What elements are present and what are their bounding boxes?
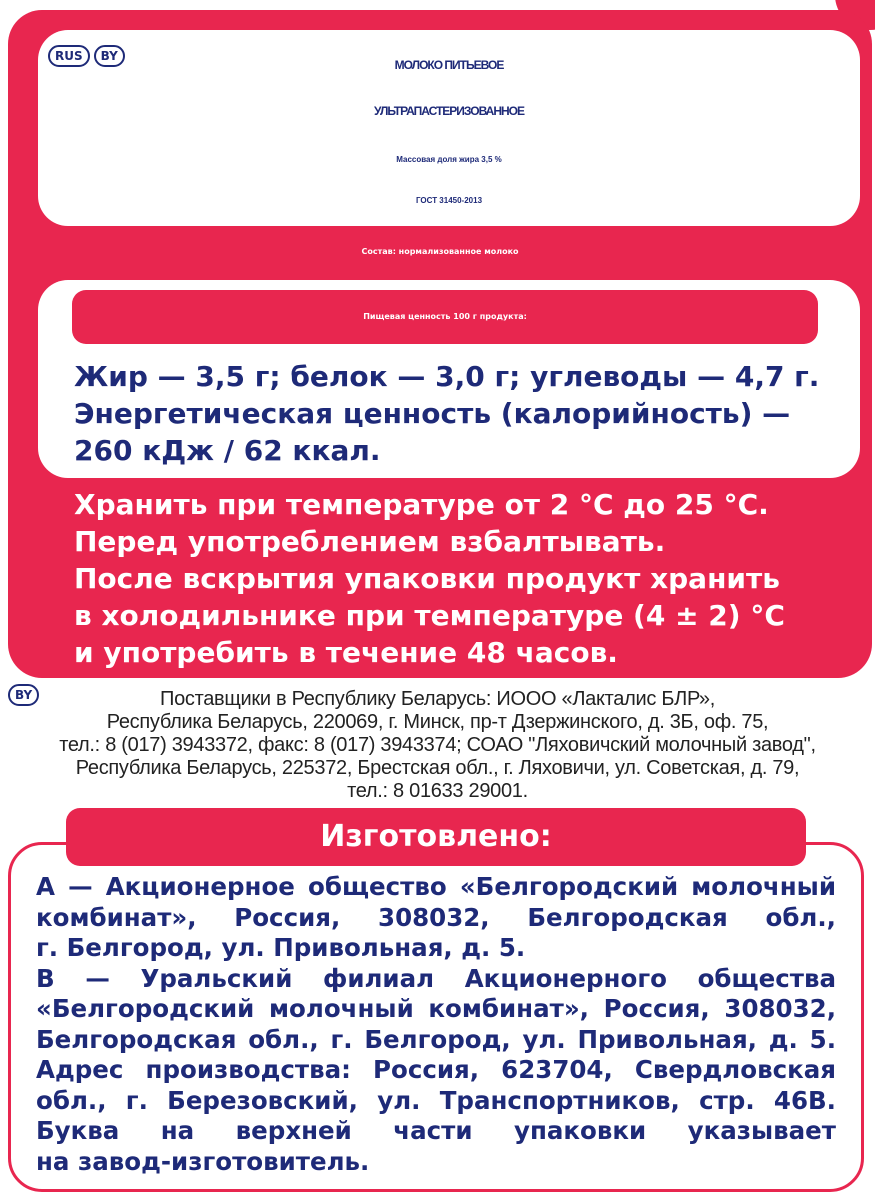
product-info-panel [8, 10, 872, 678]
product-title-line-2: УЛЬТРАПАСТЕРИЗОВАННОЕ [373, 104, 525, 118]
manufacturer-line: «Белгородский молочный комбинат», Россия, 308032, [36, 994, 836, 1023]
nutrition-line: Энергетическая ценность (калорийность) — [74, 397, 791, 430]
product-title-line-1: МОЛОКО ПИТЬЕВОЕ [394, 58, 504, 72]
nutrition-values [74, 358, 819, 469]
supplier-line: Республика Беларусь, 220069, г. Минск, пр-т Дзержинского, д. 3Б, оф. 75, [106, 711, 769, 733]
composition: Состав: нормализованное молоко [361, 247, 519, 256]
storage-line: Хранить при температуре от 2 °С до 25 °С. [74, 488, 769, 521]
manufacturer-line: Адрес производства: Россия, 623704, Свердловская [36, 1055, 836, 1084]
manufacturer-info [36, 872, 836, 1177]
supplier-by-badge: BY [8, 684, 39, 706]
fat-content: Массовая доля жира 3,5 % [396, 155, 502, 164]
manufacturer-header: Изготовлено: [66, 808, 806, 866]
manufacturer-line: на завод-изготовитель. [36, 1146, 370, 1176]
title-box [38, 30, 860, 226]
supplier-line: тел.: 8 01633 29001. [347, 780, 528, 802]
nutrition-line: Жир — 3,5 г; белок — 3,0 г; углеводы — 4,7 г. [74, 360, 820, 393]
manufacturer-line: г. Белгород, ул. Привольная, д. 5. [36, 933, 526, 962]
manufacturer-line: А — Акционерное общество «Белгородский молочный [36, 872, 836, 901]
gost-standard: ГОСТ 31450-2013 [415, 196, 483, 205]
nutrition-box [38, 280, 860, 478]
storage-line: Перед употреблением взбалтывать. [74, 525, 666, 558]
manufacturer-line: комбинат», Россия, 308032, Белгородская обл., [36, 902, 836, 932]
nutrition-header: Пищевая ценность 100 г продукта: [72, 290, 818, 344]
manufacturer-line: обл., г. Березовский, ул. Транспортников, стр. 46В. [36, 1085, 836, 1115]
manufacturer-line: В — Уральский филиал Акционерного общества [36, 963, 836, 993]
supplier-line: Республика Беларусь, 225372, Брестская обл., г. Ляховичи, ул. Советская, д. 79, [75, 757, 800, 779]
manufacturer-line: Белгородская обл., г. Белгород, ул. Привольная, д. 5. [36, 1024, 836, 1054]
manufacturer-line: Буква на верхней части упаковки указывает [36, 1116, 836, 1145]
storage-instructions [74, 486, 785, 671]
storage-line: в холодильнике при температуре (4 ± 2) °С [74, 599, 785, 632]
nutrition-line: 260 кДж / 62 ккал. [74, 434, 381, 467]
supplier-line: тел.: 8 (017) 3943372, факс: 8 (017) 3943374; СОАО "Ляховичский молочный завод", [59, 734, 816, 756]
storage-line: и употребить в течение 48 часов. [74, 636, 618, 669]
rus-badge: RUS [48, 45, 90, 67]
storage-line: После вскрытия упаковки продукт хранить [74, 562, 780, 595]
supplier-info [0, 688, 875, 803]
supplier-line: Поставщики в Республику Беларусь: ИООО «Лакталис БЛР», [160, 688, 715, 710]
by-badge: BY [94, 45, 125, 67]
